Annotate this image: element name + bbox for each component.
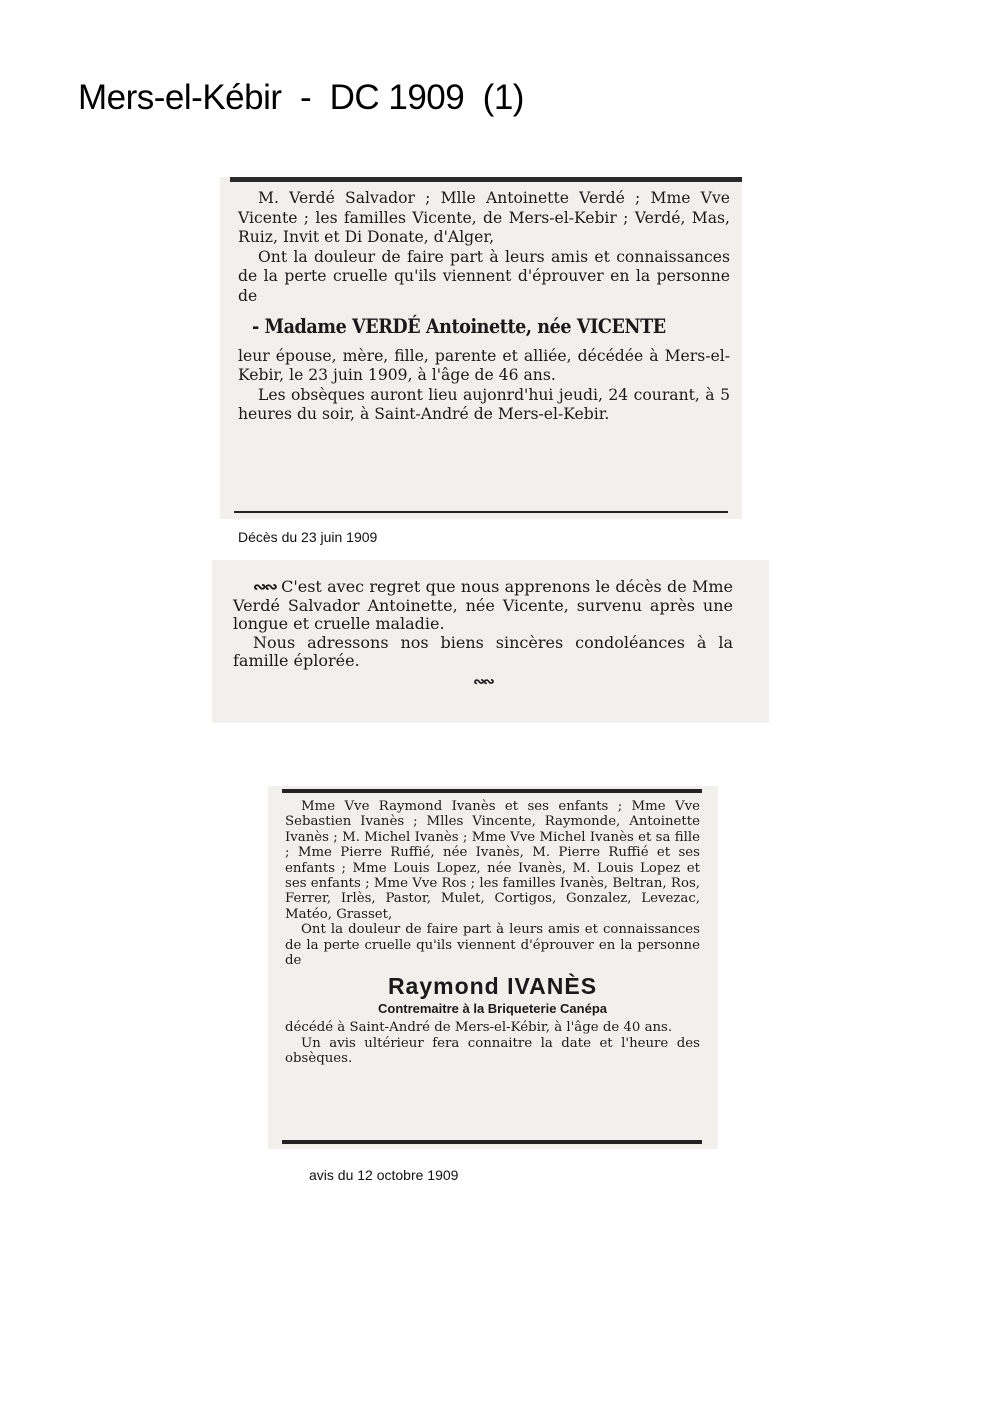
clipping-caption-2: avis du 12 octobre 1909	[309, 1167, 459, 1183]
deceased-name: Raymond IVANÈS	[387, 973, 598, 1000]
ornament-end: ∾∾	[473, 673, 493, 690]
clipping-bottom-rule	[234, 511, 728, 513]
obituary-clipping-ivanes	[268, 786, 718, 1149]
ornament-start: ∾∾	[253, 577, 276, 596]
clipping-caption-1: Décès du 23 juin 1909	[238, 529, 378, 545]
condolence-paragraph-2: Nous adressons nos biens sincères condoléances à la famille éplorée.	[233, 632, 733, 670]
deceased-role: Contremaitre à la Briqueterie Canépa	[377, 1001, 608, 1017]
deceased-name: - Madame VERDÉ Antoinette, née VICENTE	[252, 314, 666, 338]
condolence-clipping	[212, 560, 769, 723]
clipping-top-rule	[282, 789, 702, 793]
announcement-text: Ont la douleur de faire part à leurs amis et connaissances de la perte cruelle qu'ils viennent d'éprouver en la personne de	[238, 247, 730, 305]
family-list: M. Verdé Salvador ; Mlle Antoinette Verdé ; Mme Vve Vicente ; les familles Vicente, de Mers-el-Kebir ; Verdé, Mas, Ruiz, Invit et Di Donate, d'Alger,	[238, 189, 730, 246]
funeral-notice: Un avis ultérieur fera connaitre la date et l'heure des obsèques.	[285, 1035, 700, 1067]
condolence-paragraph-1	[233, 578, 733, 634]
clipping-body	[285, 799, 700, 1067]
page-title: Mers-el-Kébir - DC 1909 (1)	[78, 78, 524, 117]
clipping-body	[233, 578, 733, 691]
clipping-top-rule	[230, 177, 742, 182]
death-details: décédé à Saint-André de Mers-el-Kébir, à l'âge de 40 ans.	[285, 1020, 673, 1036]
family-list: Mme Vve Raymond Ivanès et ses enfants ; Mme Vve Sebastien Ivanès ; Mlles Vincente, Raymonde, Antoinette Ivanès ; M. Michel Ivanès ; Mme Vve Michel Ivanès et sa fille ; Mme Pierre Ruffié, née Ivanès, M. Pierre Ruffié et ses enfants ; Mme Louis Lopez, née Ivanès, M. Louis Lopez et ses enfants ; Mme Vve Ros ; les familles Ivanès, Beltran, Ros, Ferrer, Irlès, Pastor, Mulet, Cortigos, Gonzalez, Levezac, Matéo, Grasset,	[285, 799, 700, 922]
announcement-text: Ont la douleur de faire part à leurs amis et connaissances de la perte cruelle qu'ils viennent d'éprouver en la personne de	[285, 922, 700, 969]
funeral-details: Les obsèques auront lieu aujonrd'hui jeudi, 24 courant, à 5 heures du soir, à Saint-André de Mers-el-Kebir.	[238, 385, 730, 423]
obituary-clipping-verde	[220, 177, 742, 519]
clipping-body	[238, 189, 730, 425]
clipping-bottom-rule	[282, 1140, 702, 1144]
condolence-text-1: C'est avec regret que nous apprenons le décès de Mme Verdé Salvador Antoinette, née Vicente, survenu après une longue et cruelle maladie.	[233, 577, 733, 633]
death-details: leur épouse, mère, fille, parente et alliée, décédée à Mers-el-Kebir, le 23 juin 1909, à l'âge de 46 ans.	[238, 346, 730, 384]
